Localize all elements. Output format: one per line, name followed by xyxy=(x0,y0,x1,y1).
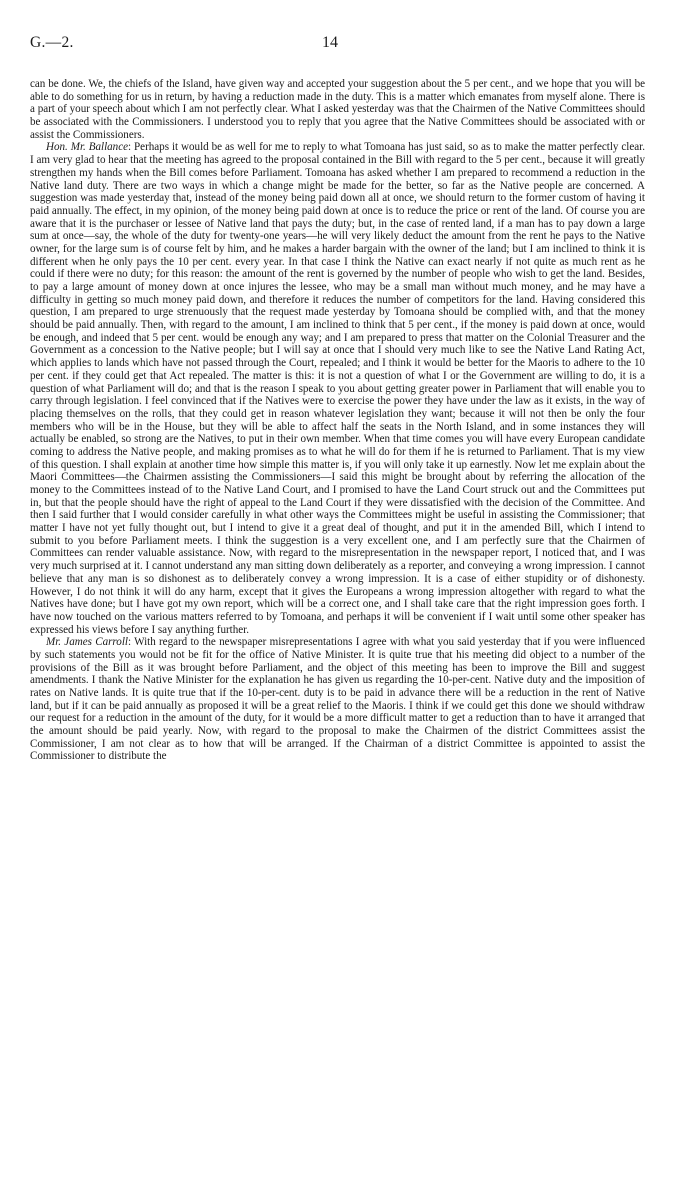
document-body xyxy=(30,78,645,763)
paragraph xyxy=(30,636,645,763)
paragraph-text: can be done. We, the chiefs of the Island, have given way and accepted your suggestion about the 5 per cent., and we hope that you will be able to do something for us in return, by having a reduction made in the duty. This is a matter which emanates from myself alone. There is a part of your speech about which I am not perfectly clear. What I asked yesterday was that the Chairmen of the Native Committees should be associated with the Commissioners. I understood you to reply that you agree that the Native Committees should be associated with or assist the Commissioners. xyxy=(30,78,645,141)
paragraph xyxy=(30,78,645,141)
speaker-name: Mr. James Carroll xyxy=(46,636,128,649)
paragraph-text: : Perhaps it would be as well for me to reply to what Tomoana has just said, so as to make the matter perfectly clear. I am very glad to hear that the meeting has agreed to the proposal contained in the Bill with regard to the 5 per cent., because it will greatly strengthen my hands when the Bill comes before Parliament. Tomoana has asked whether I am prepared to recommend a reduction in the Native land duty. There are two ways in which a change might be made for the better, so far as the Native people are concerned. A suggestion was made yesterday that, instead of the money being paid down all at once, we should return to the former custom of having it paid annually. The effect, in my opinion, of the money being paid down at once is to reduce the price or rent of the land. Of course you are aware that it is the purchaser or lessee of Native land that pays the duty; but, in the case of rented land, if a man has to pay down a large sum at once—say, the whole of the duty for twenty-one years—he will very likely deduct the amount from the rent he pays to the Native owner, for the large sum is of course felt by him, and he makes a harder bargain with the owner of the land; but I am inclined to think it is different when he only pays the 10 per cent. every year. In that case I think the Native can exact nearly if not quite as much rent as he could if there were no duty; for this reason: the amount of the rent is governed by the number of people who wish to get the land. Besides, to pay a large amount of money down at once injures the lessee, who may be a small man without much money, and he may have a difficulty in getting so much money paid down, and therefore it reduces the number of competitors for the land. Having considered this question, I am prepared to urge strenuously that the request made yesterday by Tomoana should be complied with, and that the money should be paid annually. Then, with regard to the amount, I am inclined to think that 5 per cent., if the money is paid down at once, would be enough, and indeed that 5 per cent. would be enough any way; and I am prepared to press that matter on the Colonial Treasurer and the Government as a concession to the Native people; but I will say at once that I should very much like to see the Native Land Rating Act, which applies to lands which have not passed through the Court, repealed; and I think it would be better for the Maoris to adhere to the 10 per cent. if they could get that Act repealed. The matter is this: it is not a question of what I or the Government are willing to do, it is a question of what Parliament will do; and that is the reason I speak to you about getting greater power in Parliament that will enable you to carry through legislation. I feel convinced that if the Natives were to exercise the power they have under the law as it exists, in the way of placing themselves on the rolls, that they could get in reason whatever legislation they want; because it will not then be only the four members who will be in the House, but they will be able to affect half the seats in the North Island, and in some instances they will actually be enabled, so strong are the Natives, to put in their own member. When that time comes you will have every European candidate coming to address the Native people, and making promises as to what he will do for them if he is returned to Parliament. That is my view of this question. I shall explain at another time how simple this matter is, if you will only take it up earnestly. Now let me explain about the Maori Committees—the Chairmen assisting the Commissioners—I said this might be brought about by referring the allocation of the money to the Committees instead of to the Native Land Court, and I promised to have the Land Court struck out and the Committees put in, but that the people should have the right of appeal to the Land Court if they were dissatisfied with the decision of the Committee. And then I said further that I would consider carefully in what other ways the Committees might be useful in assisting the Commissioner; that matter I have not yet fully thought out, but I intend to give it a great deal of thought, and put it in the amended Bill, which I intend to submit to you before Parliament meets. I think the suggestion is a very excellent one, and I am perfectly sure that the Chairmen of Committees can render valuable assistance. Now, with regard to the misrepresentation in the newspaper report, I noticed that, and I was very much surprised at it. I cannot understand any man sitting down deliberately as a reporter, and conveying a wrong impression. I cannot believe that any man is so dishonest as to deliberately convey a wrong impression. It is a case of either stupidity or of dishonesty. However, I do not think it will do any harm, except that it gives the Europeans a wrong impression altogether with regard to what the Natives have done; but I have got my own report, which will be a correct one, and I shall take care that the right impression goes forth. I have now touched on the various matters referred to by Tomoana, and perhaps it will be convenient if I wait until some other speaker has expressed his views before I say anything further. xyxy=(30,141,645,636)
paragraph xyxy=(30,141,645,636)
speaker-name: Hon. Mr. Ballance xyxy=(46,141,129,154)
paper-reference: G.—2. xyxy=(30,34,74,51)
paragraph-text: : With regard to the newspaper misrepresentations I agree with what you said yesterday that if you were influenced by such statements you would not be fit for the office of Native Minister. It is quite true that his meeting did object to a number of the provisions of the Bill as it was brought before Parliament, and the object of this meeting has been to improve the Bill and suggest amendments. I thank the Native Minister for the explanation he has given us regarding the 10-per-cent. Native duty and the imposition of rates on Native lands. It is quite true that if the 10-per-cent. duty is to be paid in advance there will be a reduction in the rent of Native land, but if it can be paid annually as proposed it will be a great relief to the Maoris. I think if we could get this done we should withdraw our request for a reduction in the amount of the duty, for it would be a more difficult matter to get a reduction than to have it arranged that the amount should be paid yearly. Now, with regard to the proposal to make the Chairmen of the district Committees assist the Commissioner, I am not clear as to how that will be arranged. If the Chairman of a district Committee is appointed to assist the Commissioner to distribute the xyxy=(30,636,645,763)
page-number: 14 xyxy=(322,34,338,51)
page-header xyxy=(30,34,645,68)
